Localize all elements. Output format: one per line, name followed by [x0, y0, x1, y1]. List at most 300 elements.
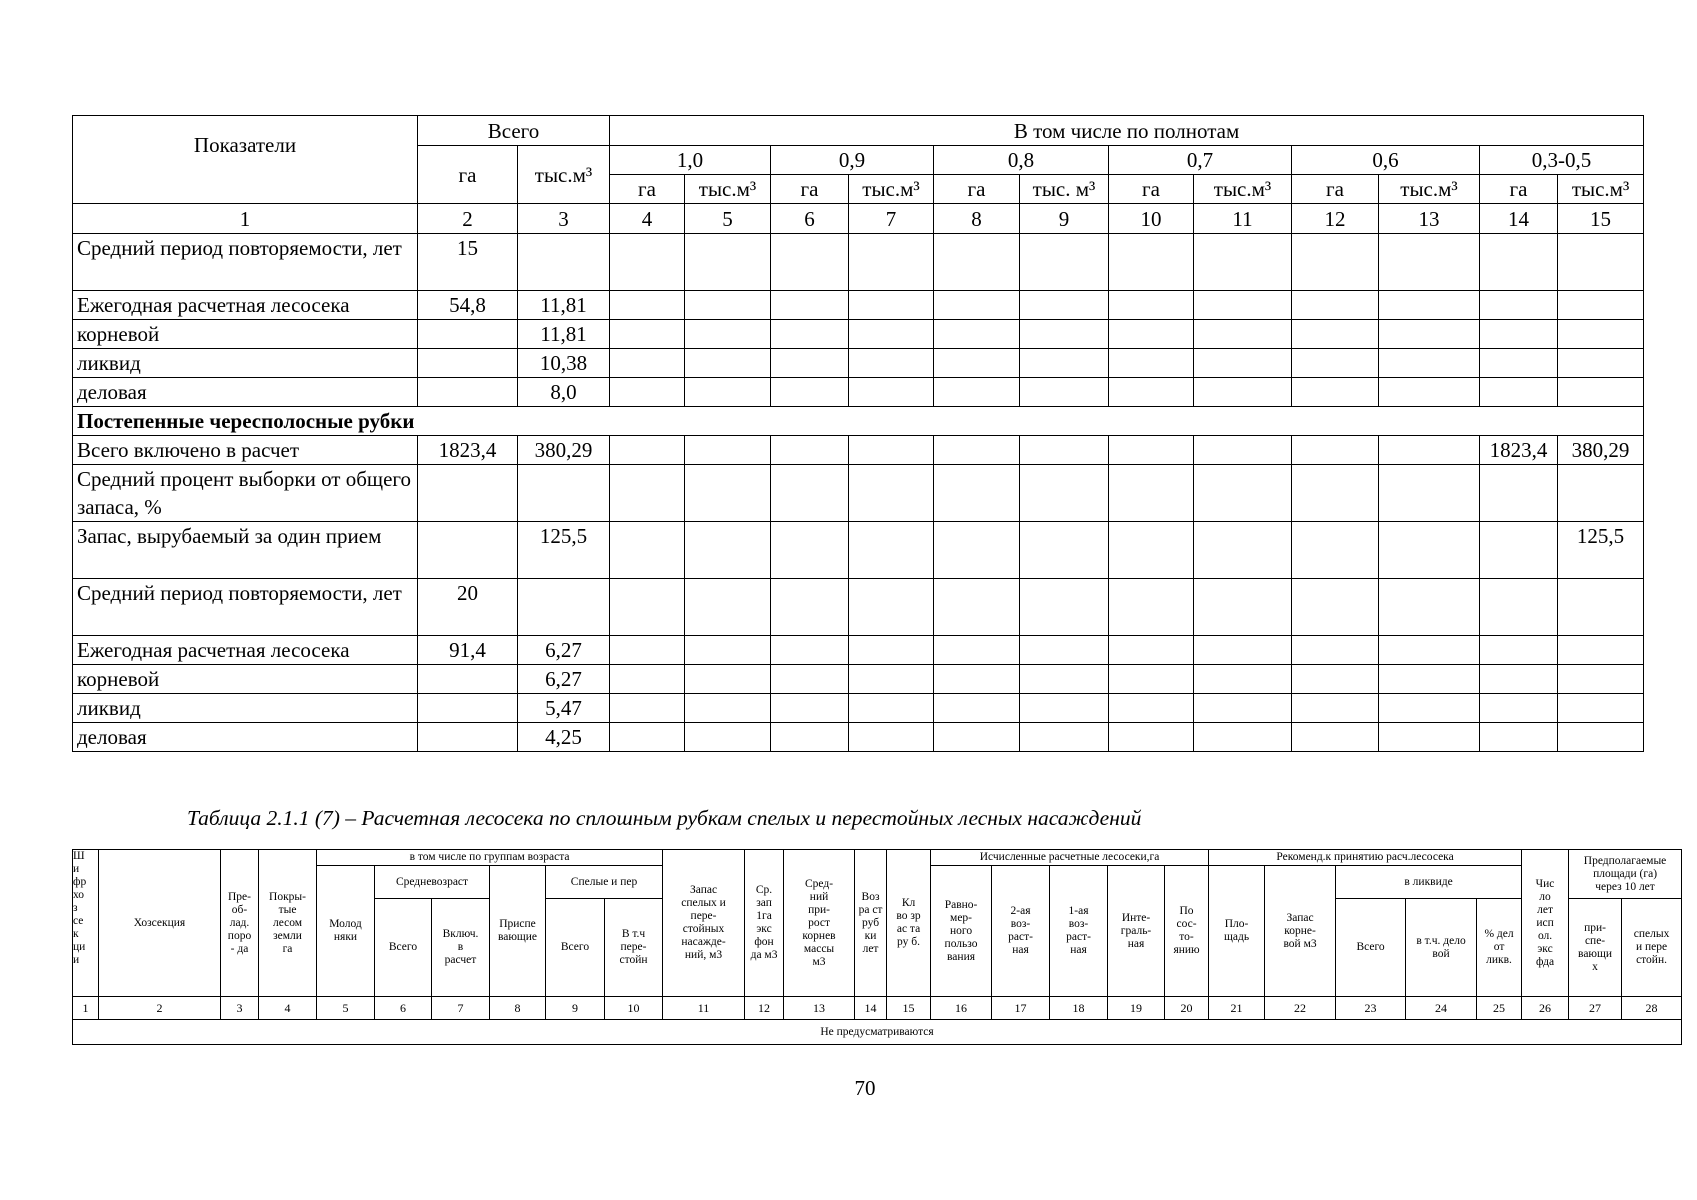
row-label: ликвид	[73, 349, 418, 378]
row-value	[934, 636, 1020, 665]
column-number: 10	[605, 997, 663, 1020]
row-value	[610, 694, 685, 723]
row-value	[1480, 694, 1558, 723]
column-number: 18	[1050, 997, 1108, 1020]
row-value	[1020, 465, 1109, 522]
row-value	[1480, 522, 1558, 579]
row-value	[518, 579, 610, 636]
row-value	[934, 320, 1020, 349]
column-number: 13	[784, 997, 855, 1020]
row-value	[685, 378, 771, 407]
header-density: 0,9	[771, 146, 934, 175]
row-value	[1480, 291, 1558, 320]
header-young: Молод няки	[317, 866, 375, 997]
header-cipher: Ш и фр хо з се к ци и	[73, 850, 99, 997]
row-value: 5,47	[518, 694, 610, 723]
column-number: 25	[1477, 997, 1522, 1020]
row-value	[685, 723, 771, 752]
column-number: 5	[317, 997, 375, 1020]
forest-allowable-cut-table	[72, 115, 1644, 752]
row-value: 1823,4	[418, 436, 518, 465]
header-age-groups: в том числе по группам возраста	[317, 850, 663, 866]
row-value	[771, 636, 849, 665]
column-number: 1	[73, 997, 99, 1020]
row-value	[1109, 349, 1194, 378]
row-value	[1379, 522, 1480, 579]
header-stock: Запас спелых и пере- стойных насажде- ний, м3	[663, 850, 745, 997]
header-unit-ha: га	[1292, 175, 1379, 204]
table-row	[73, 291, 1644, 320]
header-liquid: в ликвиде	[1336, 866, 1522, 899]
column-number: 19	[1108, 997, 1165, 1020]
header-avg-stock: Ср. зап 1га экс фон да м3	[745, 850, 784, 997]
row-value	[685, 465, 771, 522]
table-row	[73, 694, 1644, 723]
row-value: 6,27	[518, 665, 610, 694]
row-value	[1194, 320, 1292, 349]
header-area: Пло- щадь	[1209, 866, 1265, 997]
header-total-m3: тыс.м³	[518, 146, 610, 204]
row-value	[1379, 291, 1480, 320]
row-value	[1194, 436, 1292, 465]
column-number: 12	[1292, 204, 1379, 234]
row-label: ликвид	[73, 694, 418, 723]
row-value	[610, 378, 685, 407]
column-number: 6	[375, 997, 432, 1020]
row-value	[518, 234, 610, 291]
header-density: 0,8	[934, 146, 1109, 175]
row-value	[1194, 636, 1292, 665]
table-row	[73, 522, 1644, 579]
row-value	[1292, 291, 1379, 320]
column-number: 20	[1165, 997, 1209, 1020]
row-label: Ежегодная расчетная лесосека	[73, 636, 418, 665]
header-unit-m3: тыс.м³	[1194, 175, 1292, 204]
row-value	[1020, 378, 1109, 407]
row-value	[1194, 378, 1292, 407]
row-value	[1558, 665, 1644, 694]
column-number: 8	[490, 997, 546, 1020]
header-by-density: В том числе по полнотам	[610, 116, 1644, 146]
row-value	[934, 378, 1020, 407]
row-value	[610, 465, 685, 522]
empty-note: Не предусматриваются	[73, 1020, 1682, 1045]
column-number: 16	[931, 997, 992, 1020]
column-number: 23	[1336, 997, 1406, 1020]
row-value	[1292, 665, 1379, 694]
header-unit-m3: тыс.м³	[849, 175, 934, 204]
header-increment: Сред- ний при- рост корнев массы м3	[784, 850, 855, 997]
row-label: Запас, вырубаемый за один прием	[73, 522, 418, 579]
row-value	[849, 579, 934, 636]
row-value	[1109, 465, 1194, 522]
row-value	[1020, 665, 1109, 694]
table-caption: Таблица 2.1.1 (7) – Расчетная лесосека по сплошным рубкам спелых и перестойных лесных насаждений	[187, 806, 1142, 830]
header-unit-m3: тыс.м³	[1379, 175, 1480, 204]
column-number: 7	[432, 997, 490, 1020]
row-value	[771, 522, 849, 579]
row-value	[1292, 234, 1379, 291]
row-value	[1020, 291, 1109, 320]
row-value	[418, 378, 518, 407]
table-row	[73, 579, 1644, 636]
table-row	[73, 636, 1644, 665]
header-mature: Спелые и пер	[546, 866, 663, 899]
row-value	[610, 636, 685, 665]
row-value	[849, 291, 934, 320]
row-value	[418, 694, 518, 723]
row-value	[849, 378, 934, 407]
row-value: 380,29	[1558, 436, 1644, 465]
row-value	[849, 723, 934, 752]
row-value	[1020, 694, 1109, 723]
row-label: деловая	[73, 378, 418, 407]
row-value	[1379, 320, 1480, 349]
header-total: Всего	[418, 116, 610, 146]
row-value	[934, 579, 1020, 636]
row-value	[934, 522, 1020, 579]
row-value	[1480, 320, 1558, 349]
column-number: 15	[1558, 204, 1644, 234]
header-recommended: Рекоменд.к принятию расч.лесосека	[1209, 850, 1522, 866]
column-number: 9	[1020, 204, 1109, 234]
row-value	[1194, 723, 1292, 752]
header-business-pct: % дел от ликв.	[1477, 899, 1522, 997]
row-value	[685, 436, 771, 465]
row-label: корневой	[73, 320, 418, 349]
section-heading: Постепенные чересполосные рубки	[73, 407, 1644, 436]
column-number: 6	[771, 204, 849, 234]
header-unit-m3: тыс.м³	[685, 175, 771, 204]
row-value	[1558, 694, 1644, 723]
row-value	[610, 579, 685, 636]
column-number: 8	[934, 204, 1020, 234]
row-value	[1292, 636, 1379, 665]
row-label: Средний процент выборки от общего запаса, %	[73, 465, 418, 522]
row-value	[685, 579, 771, 636]
column-number: 3	[221, 997, 259, 1020]
row-value	[1292, 349, 1379, 378]
column-number: 11	[1194, 204, 1292, 234]
column-number: 28	[1622, 997, 1682, 1020]
table-row	[73, 378, 1644, 407]
row-value	[1379, 378, 1480, 407]
header-middle-incl: Включ. в расчет	[432, 899, 490, 997]
row-label: Ежегодная расчетная лесосека	[73, 291, 418, 320]
row-value	[1194, 291, 1292, 320]
header-uniform: Равно- мер- ного пользо вания	[931, 866, 992, 997]
page-number: 70	[854, 1076, 876, 1100]
table-row	[73, 723, 1644, 752]
header-middle: Средневозраст	[375, 866, 490, 899]
header-second-age: 2-ая воз- раст- ная	[992, 866, 1050, 997]
row-value	[1292, 522, 1379, 579]
row-value	[1558, 378, 1644, 407]
header-unit-ha: га	[1109, 175, 1194, 204]
row-value	[1292, 579, 1379, 636]
row-value	[685, 349, 771, 378]
row-value	[1558, 234, 1644, 291]
row-value	[1480, 234, 1558, 291]
row-value: 11,81	[518, 320, 610, 349]
header-exp-premature: при- спе- вающи х	[1569, 899, 1622, 997]
row-value	[1194, 694, 1292, 723]
header-cut-age: Воз ра ст руб ки лет	[855, 850, 887, 997]
header-mature-total: Всего	[546, 899, 605, 997]
row-value	[771, 234, 849, 291]
clear-cut-allowable-table	[72, 849, 1682, 1045]
row-value	[685, 291, 771, 320]
header-years: Чис ло лет исп ол. экс фда	[1522, 850, 1569, 997]
row-value	[849, 694, 934, 723]
header-indicators: Показатели	[73, 116, 418, 204]
header-species: Пре- об- лад. поро - да	[221, 850, 259, 997]
table-row	[73, 665, 1644, 694]
row-value	[1558, 349, 1644, 378]
row-value	[1020, 723, 1109, 752]
header-middle-total: Всего	[375, 899, 432, 997]
column-number: 7	[849, 204, 934, 234]
row-value	[1558, 465, 1644, 522]
row-value	[610, 665, 685, 694]
row-value	[934, 291, 1020, 320]
row-value	[1109, 436, 1194, 465]
row-value	[1194, 234, 1292, 291]
row-value	[518, 465, 610, 522]
column-number: 3	[518, 204, 610, 234]
row-value	[1292, 465, 1379, 522]
row-value	[1020, 234, 1109, 291]
row-value	[1292, 320, 1379, 349]
row-value	[1292, 378, 1379, 407]
column-number: 13	[1379, 204, 1480, 234]
row-value: 8,0	[518, 378, 610, 407]
row-value: 125,5	[1558, 522, 1644, 579]
row-value	[771, 579, 849, 636]
row-value	[685, 320, 771, 349]
row-value	[849, 465, 934, 522]
row-value	[1194, 349, 1292, 378]
row-value: 54,8	[418, 291, 518, 320]
row-label: Средний период повторяемости, лет	[73, 579, 418, 636]
row-value	[934, 465, 1020, 522]
row-value	[1109, 234, 1194, 291]
row-value	[1109, 665, 1194, 694]
column-number: 4	[610, 204, 685, 234]
row-value	[1292, 694, 1379, 723]
row-value	[1480, 636, 1558, 665]
row-label: Всего включено в расчет	[73, 436, 418, 465]
row-value	[1480, 723, 1558, 752]
row-value	[934, 436, 1020, 465]
table-row	[73, 407, 1644, 436]
row-value	[1020, 349, 1109, 378]
row-value: 4,25	[518, 723, 610, 752]
row-value	[418, 665, 518, 694]
column-number: 9	[546, 997, 605, 1020]
row-value	[1020, 320, 1109, 349]
row-value	[1292, 723, 1379, 752]
row-value	[771, 378, 849, 407]
row-value: 10,38	[518, 349, 610, 378]
header-calculated: Исчисленные расчетные лесосеки,га	[931, 850, 1209, 866]
header-density: 1,0	[610, 146, 771, 175]
column-number: 4	[259, 997, 317, 1020]
column-number: 17	[992, 997, 1050, 1020]
header-density: 0,6	[1292, 146, 1480, 175]
header-unit-ha: га	[771, 175, 849, 204]
row-value	[1194, 522, 1292, 579]
row-value	[849, 665, 934, 694]
row-value	[1379, 436, 1480, 465]
row-value	[610, 320, 685, 349]
header-density: 0,3-0,5	[1480, 146, 1644, 175]
row-value	[1379, 579, 1480, 636]
row-value	[1558, 320, 1644, 349]
header-total-ha: га	[418, 146, 518, 204]
row-value	[1109, 378, 1194, 407]
row-value	[610, 291, 685, 320]
header-first-age: 1-ая воз- раст- ная	[1050, 866, 1108, 997]
row-value: 91,4	[418, 636, 518, 665]
header-liquid-total: Всего	[1336, 899, 1406, 997]
row-value	[1109, 320, 1194, 349]
row-value	[1379, 349, 1480, 378]
row-value	[610, 723, 685, 752]
column-number: 27	[1569, 997, 1622, 1020]
row-value	[685, 234, 771, 291]
row-value	[1480, 665, 1558, 694]
row-value	[418, 320, 518, 349]
row-value: 15	[418, 234, 518, 291]
row-value	[1020, 436, 1109, 465]
column-number: 12	[745, 997, 784, 1020]
row-value	[849, 522, 934, 579]
table-row	[73, 349, 1644, 378]
column-number: 14	[1480, 204, 1558, 234]
row-value	[849, 349, 934, 378]
row-value	[849, 320, 934, 349]
row-value	[771, 436, 849, 465]
row-value	[1379, 723, 1480, 752]
column-number: 26	[1522, 997, 1569, 1020]
row-value	[418, 349, 518, 378]
column-number: 5	[685, 204, 771, 234]
row-value	[1558, 636, 1644, 665]
column-number: 2	[99, 997, 221, 1020]
row-value	[1379, 465, 1480, 522]
header-unit-ha: га	[934, 175, 1020, 204]
row-value	[1020, 579, 1109, 636]
row-value	[1558, 723, 1644, 752]
header-unit-ha: га	[610, 175, 685, 204]
row-value	[685, 636, 771, 665]
row-value: 1823,4	[1480, 436, 1558, 465]
row-value: 11,81	[518, 291, 610, 320]
header-density: 0,7	[1109, 146, 1292, 175]
row-value	[418, 723, 518, 752]
row-value	[849, 234, 934, 291]
row-value	[771, 723, 849, 752]
row-value	[1020, 636, 1109, 665]
row-value	[771, 465, 849, 522]
table-row	[73, 436, 1644, 465]
row-value: 6,27	[518, 636, 610, 665]
column-number: 10	[1109, 204, 1194, 234]
column-number: 2	[418, 204, 518, 234]
row-label: корневой	[73, 665, 418, 694]
row-value	[610, 436, 685, 465]
table-row	[73, 320, 1644, 349]
column-number: 22	[1265, 997, 1336, 1020]
row-value	[1480, 349, 1558, 378]
row-value	[771, 665, 849, 694]
row-value	[1292, 436, 1379, 465]
header-exp-mature: спелых и пере стойн.	[1622, 899, 1682, 997]
header-by-condition: По сос- то- янию	[1165, 866, 1209, 997]
row-value	[1109, 522, 1194, 579]
row-value	[1109, 579, 1194, 636]
row-value	[1109, 694, 1194, 723]
column-number: 15	[887, 997, 931, 1020]
row-value	[1480, 579, 1558, 636]
row-value	[1558, 291, 1644, 320]
row-value	[1379, 665, 1480, 694]
row-value	[1379, 234, 1480, 291]
row-value	[1379, 636, 1480, 665]
row-value	[1194, 579, 1292, 636]
row-label: деловая	[73, 723, 418, 752]
row-value	[771, 320, 849, 349]
row-value	[1194, 465, 1292, 522]
row-value	[610, 349, 685, 378]
row-value	[685, 665, 771, 694]
header-unit-ha: га	[1480, 175, 1558, 204]
row-value	[1558, 579, 1644, 636]
header-age-classes: Кл во зр ас та ру б.	[887, 850, 931, 997]
row-value	[1379, 694, 1480, 723]
row-value	[849, 436, 934, 465]
row-value	[1480, 465, 1558, 522]
row-value: 380,29	[518, 436, 610, 465]
header-mature-over: В т.ч пере- стойн	[605, 899, 663, 997]
row-value	[934, 665, 1020, 694]
row-value	[1109, 291, 1194, 320]
row-value	[418, 465, 518, 522]
row-value	[1020, 522, 1109, 579]
header-section: Хозсекция	[99, 850, 221, 997]
header-unit-m3: тыс. м³	[1020, 175, 1109, 204]
column-number: 1	[73, 204, 418, 234]
row-value	[1480, 378, 1558, 407]
header-premature: Приспе вающие	[490, 866, 546, 997]
row-label: Средний период повторяемости, лет	[73, 234, 418, 291]
row-value	[685, 522, 771, 579]
table-row	[73, 234, 1644, 291]
header-forested: Покры- тые лесом земли га	[259, 850, 317, 997]
row-value	[934, 349, 1020, 378]
row-value	[849, 636, 934, 665]
row-value	[610, 522, 685, 579]
row-value	[934, 723, 1020, 752]
row-value: 20	[418, 579, 518, 636]
header-root-stock: Запас корне- вой м3	[1265, 866, 1336, 997]
row-value	[771, 291, 849, 320]
row-value	[685, 694, 771, 723]
row-value	[934, 234, 1020, 291]
row-value	[1109, 723, 1194, 752]
column-number: 11	[663, 997, 745, 1020]
